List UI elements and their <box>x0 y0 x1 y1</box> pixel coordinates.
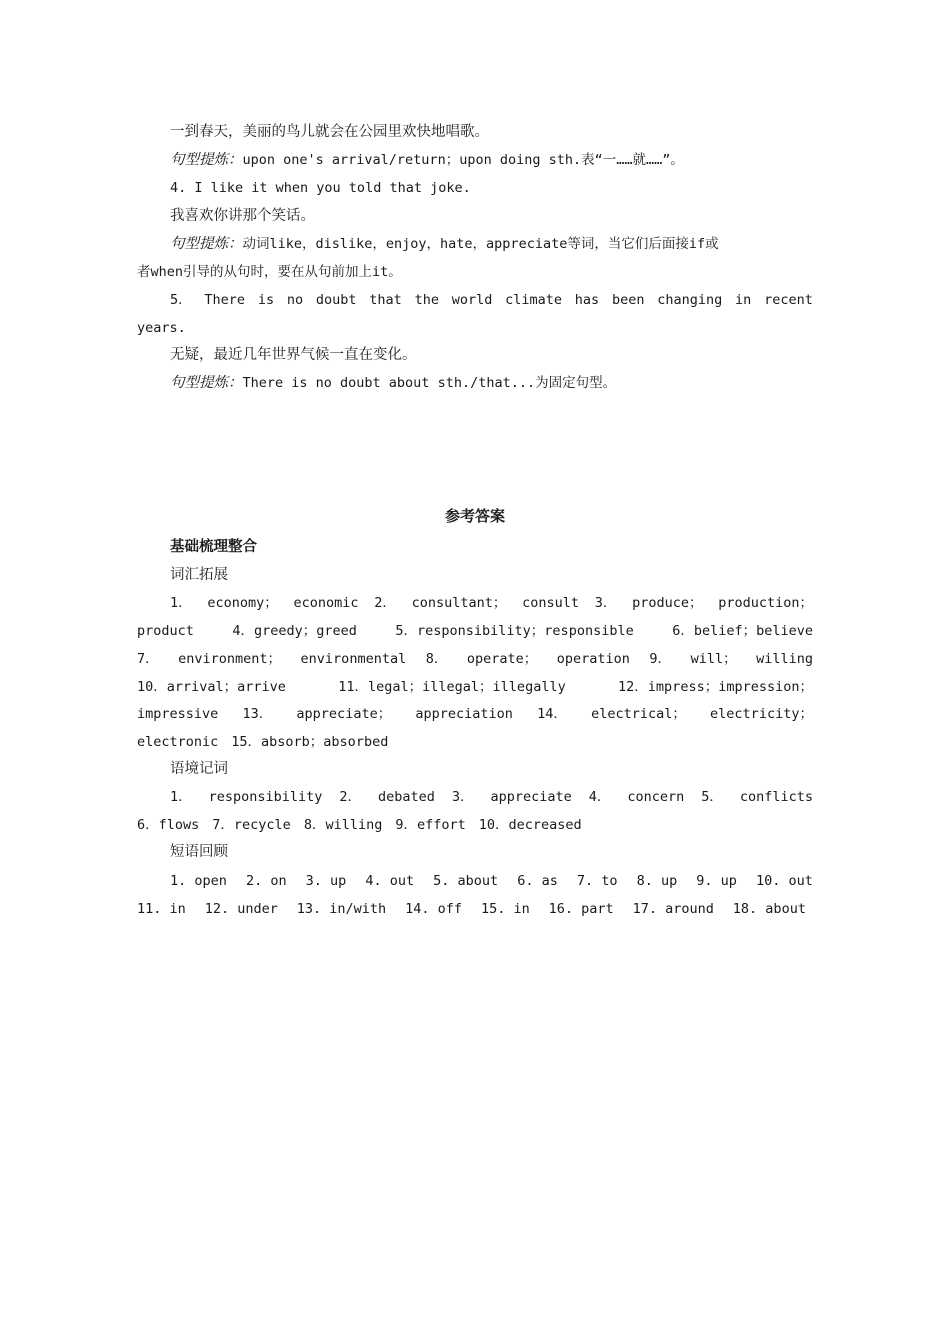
answer-line <box>137 677 813 697</box>
answer-token: consult <box>522 595 579 611</box>
answer-token: environment； <box>178 651 282 667</box>
s4-english: 4. I like it when you told that joke. <box>170 180 471 196</box>
answer-token: production； <box>718 595 813 611</box>
answer-token: electricity； <box>710 706 813 722</box>
answer-token: 1． <box>170 789 192 805</box>
s4-pattern <box>170 234 813 254</box>
phrase-heading: 短语回顾 <box>170 844 228 860</box>
answer-token: 8. up <box>636 873 678 889</box>
answer-token: impressive <box>137 706 219 722</box>
answer-token: 15. in <box>480 901 530 917</box>
s5-word: doubt <box>315 292 357 308</box>
answer-line <box>170 787 813 807</box>
answer-line <box>137 704 813 724</box>
pattern-label: 句型提炼： <box>170 375 243 391</box>
answer-token: 11．legal；illegal；illegally <box>338 679 566 695</box>
section-heading: 基础梳理整合 <box>170 539 257 555</box>
answer-token: conflicts <box>739 789 813 805</box>
s5-word: changing <box>657 292 723 308</box>
answer-line <box>137 732 813 752</box>
answer-token: electronic <box>137 734 219 750</box>
answer-token: produce； <box>632 595 703 611</box>
answer-token: 1． <box>170 595 192 611</box>
answer-token: 15．absorb；absorbed <box>231 734 389 750</box>
s5-word: has <box>574 292 600 308</box>
answer-token: 3. up <box>305 873 347 889</box>
answer-token: 9. up <box>696 873 737 889</box>
answers-title: 参考答案 <box>444 507 505 525</box>
answer-token: 5．responsibility；responsible <box>395 623 634 639</box>
s4-pattern-cont: 者when引导的从句时，要在从句前加上it。 <box>137 264 402 280</box>
answer-token: 3． <box>594 595 617 611</box>
answer-token: 5. about <box>433 873 499 889</box>
answer-token: 10．arrival；arrive <box>137 679 286 695</box>
s5-word: There <box>204 292 246 308</box>
answer-token: product <box>137 623 194 639</box>
pattern-label: 句型提炼： <box>170 236 243 252</box>
answer-token: 14. off <box>405 901 463 917</box>
pattern-text: There is no doubt about sth./that...为固定句型。 <box>242 375 617 391</box>
answer-token: 13. in/with <box>296 901 387 917</box>
answer-token: 7．recycle <box>212 817 291 833</box>
context-heading: 语境记词 <box>170 761 228 777</box>
answer-token: 1. open <box>170 873 227 889</box>
answer-token: 6．flows <box>137 817 200 833</box>
answer-token: 10. out <box>755 873 813 889</box>
answer-line <box>170 593 813 613</box>
s5-word: no <box>286 292 304 308</box>
answer-token: operation <box>556 651 630 667</box>
answer-token: environmental <box>300 651 407 667</box>
s5-word: 5． <box>170 292 192 308</box>
answer-token: 18. about <box>732 901 806 917</box>
answer-token: 8． <box>425 651 448 667</box>
s5-english <box>170 290 813 310</box>
answer-token: responsibility <box>208 789 323 805</box>
answer-token: economic <box>293 595 359 611</box>
s5-word: recent <box>764 292 813 308</box>
answer-token: debated <box>377 789 435 805</box>
s3-pattern <box>170 150 813 170</box>
answer-token: 4．greedy；greed <box>232 623 357 639</box>
answer-token: appreciation <box>415 706 513 722</box>
answer-token: electrical； <box>591 706 686 722</box>
answer-token: 14． <box>537 706 567 722</box>
pattern-label: 句型提炼： <box>170 152 243 168</box>
answer-token: 2． <box>339 789 362 805</box>
answer-token: 10．decreased <box>478 817 582 833</box>
s5-word: is <box>257 292 275 308</box>
answer-line <box>137 621 813 641</box>
answer-token: 12．impress；impression； <box>618 679 813 695</box>
answer-token: 7. to <box>576 873 618 889</box>
s5-translation: 无疑，最近几年世界气候一直在变化。 <box>170 347 417 363</box>
answer-token: 3． <box>451 789 474 805</box>
answer-token: 9．effort <box>395 817 466 833</box>
answer-token: 17. around <box>632 901 714 917</box>
answer-token: 6. as <box>517 873 558 889</box>
answer-token: 8．willing <box>303 817 383 833</box>
s5-pattern <box>170 373 813 393</box>
answer-token: 11. in <box>137 901 186 917</box>
s5-english-cont: years. <box>137 320 186 336</box>
answer-token: concern <box>627 789 685 805</box>
answer-line <box>170 871 813 891</box>
answer-token: 13． <box>242 706 273 722</box>
vocab-heading: 词汇拓展 <box>170 567 228 583</box>
answer-token: 2． <box>374 595 396 611</box>
answer-token: appreciate； <box>296 706 392 722</box>
answer-token: 12. under <box>204 901 278 917</box>
answer-token: 5． <box>701 789 723 805</box>
answer-token: willing <box>756 651 813 667</box>
answer-token: operate； <box>466 651 538 667</box>
s3-translation: 一到春天，美丽的鸟儿就会在公园里欢快地唱歌。 <box>170 124 489 140</box>
answer-line <box>137 649 813 669</box>
s5-word: climate <box>505 292 563 308</box>
pattern-text: 动词like，dislike，enjoy，hate，appreciate等词，当它们后面接if或 <box>242 236 719 252</box>
answer-token: 6．belief；believe <box>672 623 813 639</box>
answer-token: 7． <box>137 651 159 667</box>
answer-line <box>137 815 813 835</box>
answer-token: consultant； <box>411 595 507 611</box>
answer-line <box>137 899 806 919</box>
answer-token: 4． <box>588 789 611 805</box>
answer-token: economy； <box>207 595 278 611</box>
s5-word: in <box>735 292 752 308</box>
answer-token: 4. out <box>365 873 415 889</box>
answer-token: 9． <box>649 651 672 667</box>
answer-token: appreciate <box>490 789 572 805</box>
s5-word: world <box>451 292 493 308</box>
s5-word: the <box>414 292 439 308</box>
answer-token: will； <box>690 651 737 667</box>
answer-token: 16. part <box>548 901 614 917</box>
pattern-text: upon one's arrival/return；upon doing sth.表“一……就……”。 <box>242 152 684 168</box>
s4-translation: 我喜欢你讲那个笑话。 <box>170 208 315 224</box>
answer-token: 2. on <box>245 873 287 889</box>
s5-word: been <box>611 292 645 308</box>
s5-word: that <box>369 292 402 308</box>
